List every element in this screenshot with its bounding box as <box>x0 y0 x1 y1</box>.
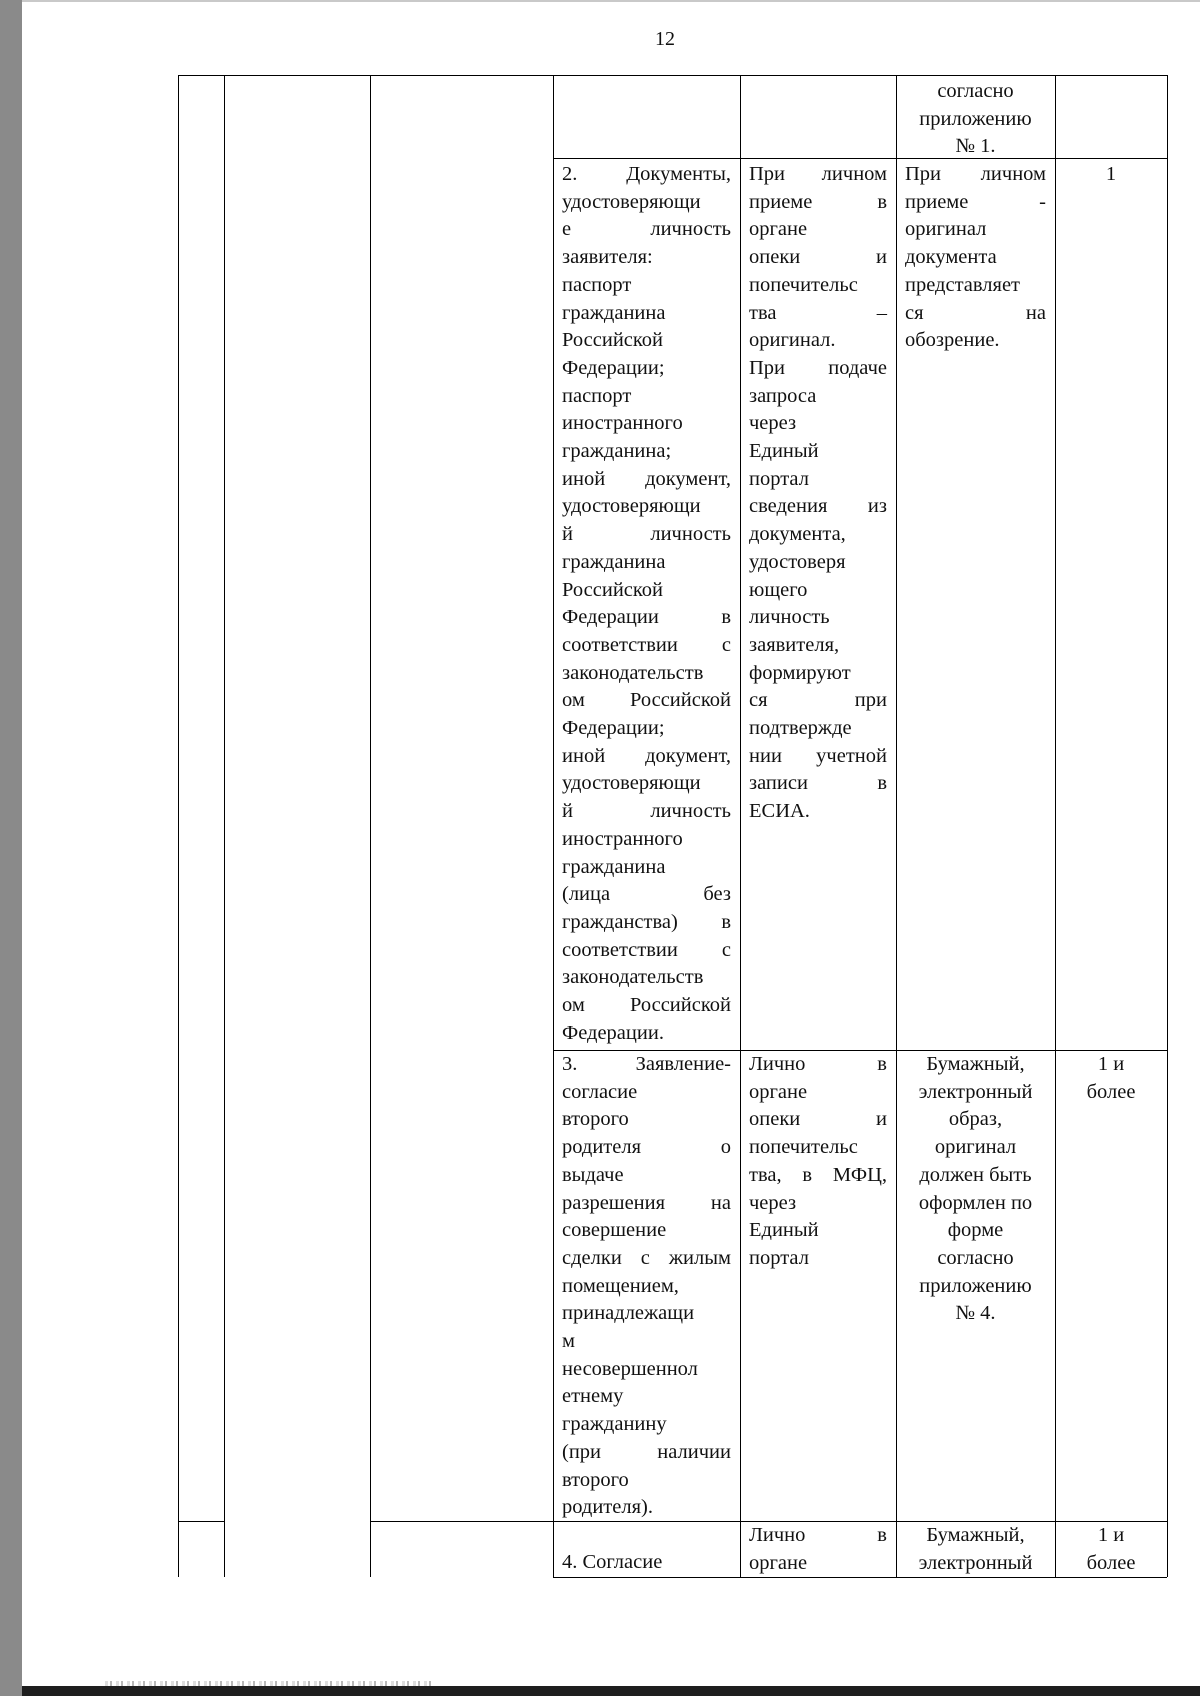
cell-text-line: 1 и <box>1097 1053 1125 1075</box>
cell-text-line: ся на <box>905 301 1046 324</box>
cell-text-line: личность <box>749 606 830 629</box>
cell-text-line: При личном <box>905 163 1046 185</box>
cell-text-line: портал <box>749 1246 809 1269</box>
cell-text-line: Бумажный, <box>926 1524 1025 1546</box>
cell-text-line: 4. Согласие <box>562 1551 663 1573</box>
cell-text-line: Единый <box>749 440 819 463</box>
cell-text-line: ющего <box>749 578 808 601</box>
cell-text-line: органе <box>749 1080 808 1103</box>
cell-text-line: приложению <box>919 1274 1032 1297</box>
cell-text-line: иной документ, <box>562 467 731 490</box>
scan-top-edge <box>22 0 1200 2</box>
cell-text-line: портал <box>749 467 809 490</box>
cell-text-line: опеки и <box>749 246 887 269</box>
cell-text-line: приложению <box>919 107 1032 130</box>
cell-text-line: подтвержде <box>749 717 852 740</box>
cell-text-line: совершение <box>562 1219 667 1242</box>
cell-text-line: несовершеннол <box>562 1357 698 1380</box>
cell-text-line: е личность <box>562 218 731 241</box>
cell-text-line: второго <box>562 1468 629 1491</box>
scan-left-margin <box>0 0 22 1696</box>
cell-text-line: Федерации в <box>562 606 731 629</box>
cell-text-line: приеме - <box>905 190 1046 213</box>
cell-text-line: паспорт <box>562 273 632 296</box>
cell-text-line: тва, в МФЦ, <box>749 1163 887 1186</box>
cell-text-line: 1 и <box>1097 1524 1125 1546</box>
cell-text-line: электронный <box>918 1080 1033 1103</box>
cell-text-line: заявителя: <box>562 246 653 269</box>
cell-text-line: Единый <box>749 1219 819 1242</box>
cell-method <box>749 1051 887 1273</box>
cell-text-line: представляет <box>905 273 1021 296</box>
cell-text-line: форме <box>947 1219 1004 1242</box>
cell-text-line: Федерации. <box>562 1021 664 1044</box>
table-hline <box>178 1521 224 1522</box>
cell-text-line: гражданина; <box>562 440 672 463</box>
cell-text-line: более <box>1086 1551 1136 1574</box>
cell-text-line: ЕСИА. <box>749 800 810 823</box>
cell-text-line: Российской <box>562 329 664 352</box>
cell-text-line: опеки и <box>749 1108 887 1131</box>
cell-text-line: выдаче <box>562 1163 624 1186</box>
cell-text-line: попечительс <box>749 273 858 296</box>
cell-text-line: согласно <box>937 80 1014 102</box>
cell-text-line: иностранного <box>562 827 683 850</box>
cell-text-line: оригинал <box>905 218 987 241</box>
cell-text-line: родителя). <box>562 1496 653 1519</box>
cell-text-line: электронный <box>918 1551 1033 1574</box>
cell-text-line: сделки с жилым <box>562 1246 731 1269</box>
cell-text-line: формируют <box>749 661 851 684</box>
cell-requirements <box>905 1522 1046 1577</box>
cell-text-line: более <box>1086 1080 1136 1103</box>
cell-text-line: запроса <box>749 384 817 407</box>
cell-text-line: согласие <box>562 1080 638 1103</box>
cell-document <box>562 1549 731 1577</box>
cell-text-line: через <box>749 1191 797 1214</box>
cell-text-line: паспорт <box>562 384 632 407</box>
cell-text-line: Российской <box>562 578 664 601</box>
cell-count <box>1064 161 1158 189</box>
cell-text-line: через <box>749 412 797 435</box>
cell-text-line: законодательств <box>562 661 704 684</box>
cell-method <box>749 161 887 826</box>
cell-text-line: должен быть <box>919 1163 1032 1186</box>
cell-text-line: Лично в <box>749 1524 887 1546</box>
cell-requirements <box>905 78 1046 161</box>
cell-text-line: гражданину <box>562 1413 667 1436</box>
cell-text-line: гражданина <box>562 855 666 878</box>
cell-document <box>562 1051 731 1522</box>
cell-text-line: й личность <box>562 800 731 823</box>
cell-text-line: тва – <box>749 301 887 324</box>
cell-text-line: иностранного <box>562 412 683 435</box>
cell-count <box>1064 1051 1158 1106</box>
cell-text-line: сведения из <box>749 495 887 518</box>
cell-text-line: удостоверяющи <box>562 772 701 795</box>
table-vline <box>896 75 897 1577</box>
cell-text-line: 1 <box>1105 163 1117 185</box>
cell-text-line: записи в <box>749 772 887 795</box>
cell-text-line: органе <box>749 218 808 241</box>
cell-text-line: оригинал. <box>749 329 836 352</box>
table-vline <box>224 75 225 1577</box>
cell-count <box>1064 1522 1158 1577</box>
cell-text-line: (при наличии <box>562 1440 731 1463</box>
cell-text-line: попечительс <box>749 1136 858 1159</box>
cell-text-line: соответствии с <box>562 633 731 656</box>
cell-text-line: приеме в <box>749 190 887 213</box>
cell-text-line: удостоверяющи <box>562 190 701 213</box>
cell-text-line: 2. Документы, <box>562 163 731 185</box>
cell-text-line: гражданина <box>562 550 666 573</box>
cell-text-line: иной документ, <box>562 744 731 767</box>
table-hline <box>553 158 1167 159</box>
cell-text-line: оформлен по <box>918 1191 1033 1214</box>
cell-text-line: согласно <box>937 1246 1014 1269</box>
cell-text-line: обозрение. <box>905 329 1000 352</box>
table-hline <box>178 75 1167 76</box>
cell-text-line: документа, <box>749 523 846 546</box>
cell-text-line: ся при <box>749 689 887 712</box>
cell-text-line: й личность <box>562 523 731 546</box>
cell-text-line: При личном <box>749 163 887 185</box>
cell-text-line: принадлежащи <box>562 1302 695 1325</box>
cell-text-line: заявителя, <box>749 633 840 656</box>
cell-text-line: удостоверяющи <box>562 495 701 518</box>
cell-text-line: документа <box>905 246 997 269</box>
cell-text-line: (лица без <box>562 883 731 906</box>
page-number: 12 <box>655 28 675 50</box>
cell-text-line: законодательств <box>562 966 704 989</box>
cell-text-line: Федерации; <box>562 356 665 379</box>
table-vline <box>1055 75 1056 1577</box>
cell-text-line: ом Российской <box>562 689 731 712</box>
cell-text-line: м <box>562 1330 575 1353</box>
cell-text-line: Лично в <box>749 1053 887 1075</box>
cell-text-line: № 1. <box>955 135 996 158</box>
cell-text-line: соответствии с <box>562 938 731 961</box>
cell-text-line: ом Российской <box>562 994 731 1017</box>
cell-text-line: органе <box>749 1551 808 1574</box>
cell-method <box>749 1522 887 1577</box>
cell-text-line: второго <box>562 1108 629 1131</box>
cell-text-line: 3. Заявление- <box>562 1053 731 1075</box>
scan-bottom-edge <box>22 1686 1200 1696</box>
cell-text-line: Федерации; <box>562 717 665 740</box>
cell-text-line: Бумажный, <box>926 1053 1025 1075</box>
cell-text-line: родителя о <box>562 1136 731 1159</box>
table-vline <box>553 75 554 1577</box>
cell-text-line: помещением, <box>562 1274 679 1297</box>
cell-text-line: удостоверя <box>749 550 846 573</box>
cell-requirements <box>905 161 1046 355</box>
table-vline <box>178 75 179 1577</box>
scan-noise <box>105 1681 435 1686</box>
cell-text-line: оригинал <box>934 1136 1017 1159</box>
cell-text-line: етнему <box>562 1385 624 1408</box>
cell-document <box>562 161 731 1048</box>
cell-text-line: № 4. <box>955 1302 996 1325</box>
cell-text-line: гражданства) в <box>562 910 731 933</box>
cell-text-line: нии учетной <box>749 744 887 767</box>
cell-text-line: гражданина <box>562 301 666 324</box>
table-vline <box>370 75 371 1577</box>
cell-requirements <box>905 1051 1046 1328</box>
table-vline <box>1167 75 1168 1577</box>
table-vline <box>740 75 741 1577</box>
cell-text-line: образ, <box>948 1108 1003 1131</box>
cell-text-line: разрешения на <box>562 1191 731 1214</box>
cell-text-line: При подаче <box>749 356 887 379</box>
